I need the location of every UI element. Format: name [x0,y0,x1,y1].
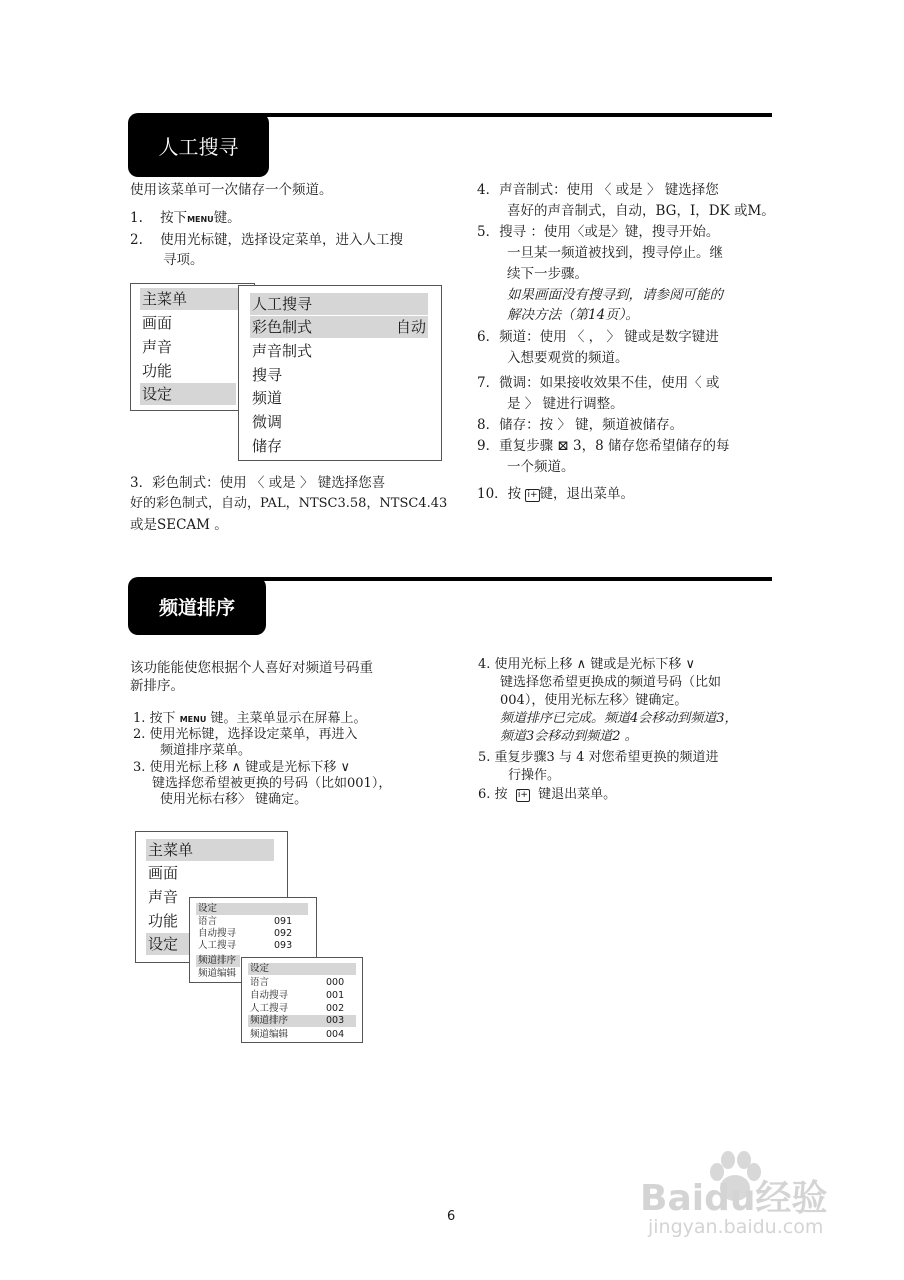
setup-menu-title: 设定 [248,963,356,975]
color-system-row[interactable]: 彩色制式 自动 [252,318,426,336]
step-3-line: 好的彩色制式，自动，PAL，NTSC3.58，NTSC4.43 [130,496,448,511]
color-system-value: 自动 [395,318,426,336]
step-3-line: 或是SECAM 。 [130,517,228,533]
main-menu-item[interactable]: 声音 [142,338,173,356]
sub-menu-item[interactable]: 储存 [252,437,283,455]
setup-menu-row[interactable]: 自动搜寻 001 [250,990,345,1001]
main-menu-item[interactable]: 画面 [148,864,179,882]
step-5-line: 行操作。 [508,768,561,783]
intro-text: 使用该菜单可一次储存一个频道。 [130,182,333,198]
step-6-line: 6．频道：使用 〈 ， 〉 键或是数字键进 [477,329,719,345]
section-title: 频道排序 [158,596,235,619]
step-10: 10．按 i+ 键，退出菜单。 [477,486,635,502]
step-1: 1. 按下 MENU 键。主菜单显示在屏幕上。 [133,711,367,726]
step-4-note: 频道3会移动到频道2 。 [500,729,638,744]
step-6: 6. 按 i+ 键退出菜单。 [478,787,617,802]
step-1: 1. 按下MENU键。 [130,210,241,226]
step-2: 2. 使用光标键，选择设定菜单，再进入 [133,727,358,742]
info-key-icon: i+ [517,790,528,800]
step-7-line: 是 〉 键进行调整。 [507,396,624,412]
menu-key-icon: MENU [187,215,214,224]
watermark-url: jingyan.baidu.com [648,1216,824,1238]
main-menu-title: 主菜单 [146,839,274,861]
step-5-line: 5．搜寻 ：使用〈或是〉键，搜寻开始。 [477,224,720,240]
watermark-brand: Baidu经验 [640,1178,828,1219]
setup-menu-row[interactable]: 人工搜寻 093 [198,940,293,951]
step-5-line: 一旦某一频道被找到，搜寻停止。继 [507,245,723,261]
sub-menu-item[interactable]: 频道 [252,389,283,407]
setup-menu-row[interactable]: 人工搜寻 002 [250,1003,345,1014]
section-title-tab [128,113,269,177]
step-3-cont: 键选择您希望被更换的号码（比如001）， [152,776,392,791]
step-3-cont: 使用光标右移〉 键确定。 [160,792,308,807]
step-5-line: 5. 重复步骤3 与 4 对您希望更换的频道进 [478,750,719,765]
step-8-line: 8．储存：按 〉 键，频道被储存。 [477,417,684,433]
step-6-line: 入想要观赏的频道。 [507,350,629,366]
sub-menu-item[interactable]: 微调 [252,413,283,431]
setup-menu-title: 设定 [196,903,308,915]
step-5-line: 续下一步骤。 [507,266,588,282]
setup-menu-row[interactable]: 语言 000 [250,977,345,988]
step-2-cont: 寻项。 [163,252,204,268]
step-4-note: 频道排序已完成。频道4会移动到频道3， [500,711,738,726]
intro-text: 该功能能使您根据个人喜好对频道号码重 [130,660,373,676]
setup-menu-row[interactable]: 自动搜寻 092 [198,928,293,939]
main-menu-item-selected[interactable]: 设定 [140,383,236,405]
step-3: 3. 使用光标上移 ∧ 键或是光标下移 ∨ [133,760,350,775]
main-menu-item[interactable]: 画面 [142,314,173,332]
main-menu-title: 主菜单 [140,288,240,310]
step-4-line: 4. 使用光标上移 ∧ 键或是光标下移 ∨ [478,657,695,672]
step-4-line: 4．声音制式：使用 〈 或是 〉 键选择您 [477,182,719,198]
main-menu-item-selected[interactable]: 设定 [146,933,194,955]
step-5-note: 如果画面没有搜寻到，请参阅可能的 [507,287,723,303]
step-5-note: 解决方法（第14页）。 [507,307,639,323]
step-4-line: 004），使用光标左移〉键确定。 [500,693,688,708]
section-title-tab [128,577,266,635]
main-menu-item[interactable]: 功能 [148,912,179,930]
step-9-line: 9．重复步骤 ⊠ 3，8 储存您希望储存的每 [477,438,730,454]
setup-menu-row[interactable]: 频道编辑 [198,968,237,979]
setup-menu-row-selected[interactable]: 频道排序 003 [248,1015,356,1027]
page-number: 6 [447,1209,456,1224]
sub-menu-item[interactable]: 声音制式 [252,342,313,360]
manual-search-menu-title: 人工搜寻 [250,293,428,315]
setup-menu-row[interactable]: 语言 091 [198,916,293,927]
step-2: 2. 使用光标键，选择设定菜单，进入人工搜 [130,232,404,248]
setup-menu-row-selected[interactable]: 频道排序 [196,955,240,967]
step-4-line: 键选择您希望更换成的频道号码（比如 [500,675,722,690]
section-title: 人工搜寻 [158,134,239,159]
sub-menu-item[interactable]: 搜寻 [252,366,283,384]
step-4-line: 喜好的声音制式，自动，BG，I，DK 或M。 [507,203,775,219]
step-9-line: 一个频道。 [507,459,575,475]
step-2-cont: 频道排序菜单。 [160,743,252,758]
intro-text: 新排序。 [130,678,184,694]
main-menu-item[interactable]: 功能 [142,362,173,380]
menu-key-icon: MENU [179,715,207,724]
info-key-icon: i+ [527,490,538,500]
setup-menu-row[interactable]: 频道编辑 004 [250,1029,345,1040]
step-3-line: 3．彩色制式：使用 〈 或是 〉 键选择您喜 [130,475,386,491]
step-7-line: 7．微调：如果接收效果不佳，使用〈 或 [477,375,720,391]
main-menu-item[interactable]: 声音 [148,888,179,906]
